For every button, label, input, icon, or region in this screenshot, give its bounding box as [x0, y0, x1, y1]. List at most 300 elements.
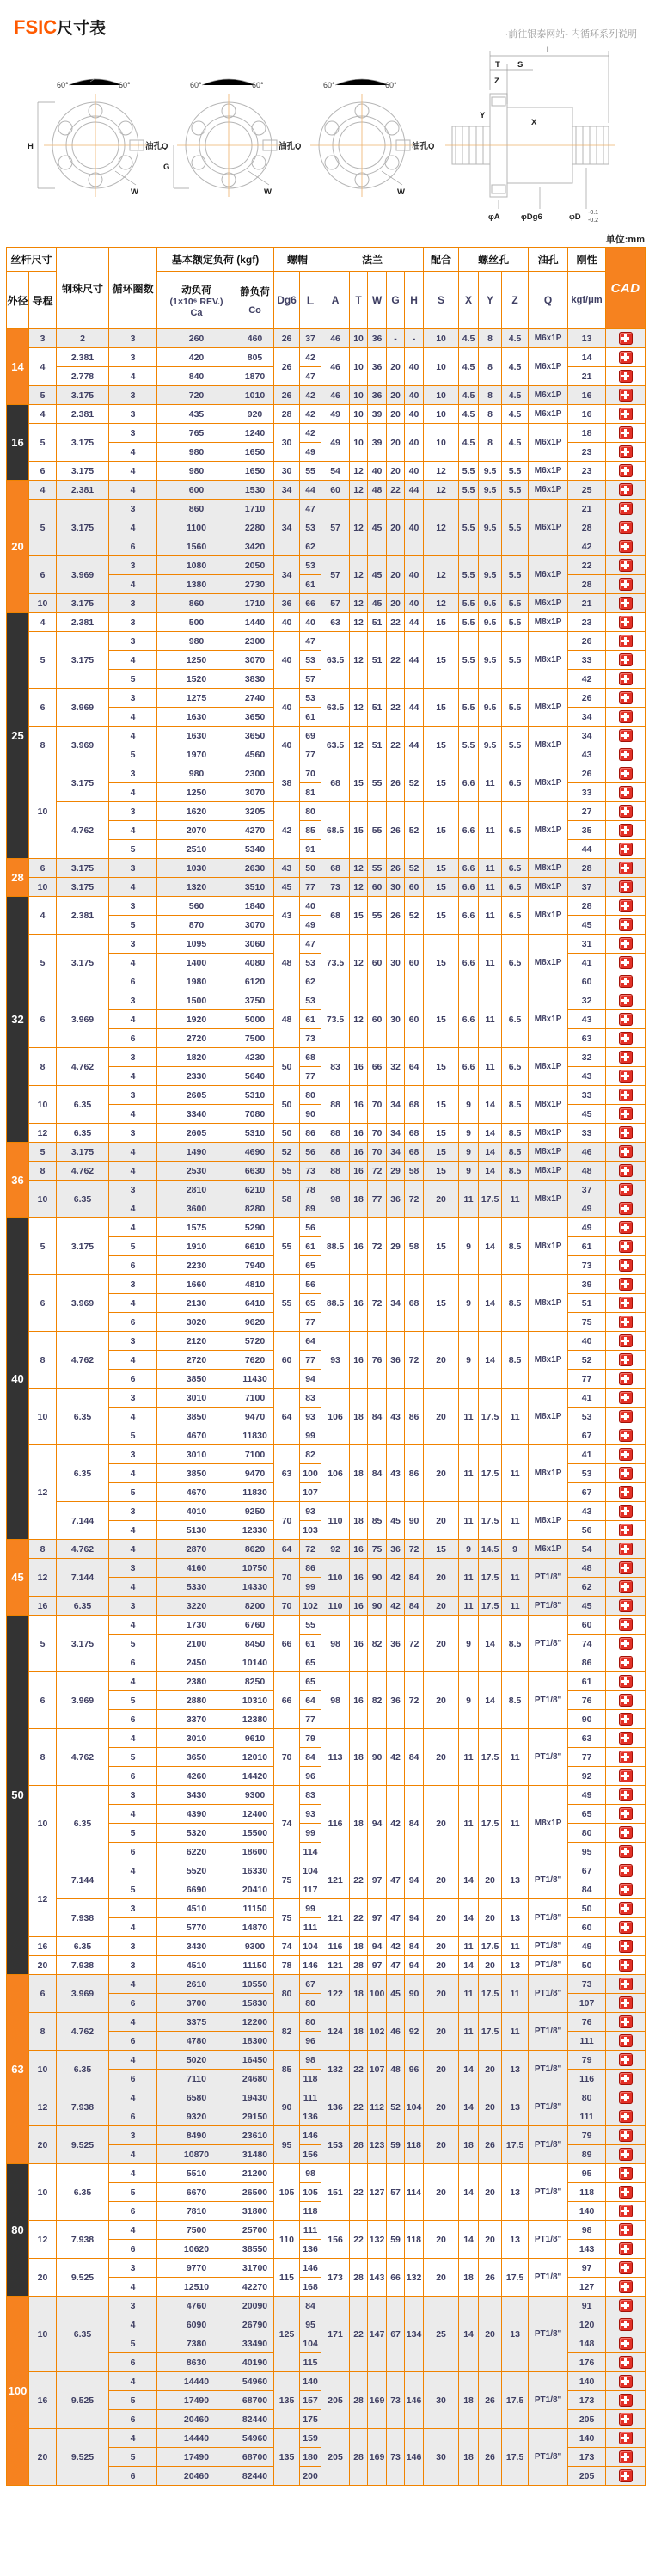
- cell-W: 82: [368, 1672, 387, 1729]
- cell-dynamic-load: 2450: [157, 1653, 236, 1672]
- cad-download-icon[interactable]: [619, 1297, 633, 1309]
- cell-L: 77: [300, 1067, 321, 1086]
- cad-download-icon[interactable]: [619, 2261, 633, 2274]
- cell-circuits: 3: [109, 613, 157, 632]
- cell-ball-size: 3.969: [57, 1672, 109, 1729]
- cad-download-icon[interactable]: [619, 937, 633, 950]
- cell-circuits: 5: [109, 1426, 157, 1445]
- cad-download-icon[interactable]: [619, 1240, 633, 1253]
- cad-download-icon[interactable]: [619, 2186, 633, 2199]
- cad-download-icon[interactable]: [619, 710, 633, 723]
- cell-dynamic-load: 2130: [157, 1294, 236, 1313]
- cell-rigidity: 205: [568, 2410, 606, 2429]
- cad-download-icon[interactable]: [619, 1391, 633, 1404]
- cell-static-load: 10550: [236, 1975, 274, 1994]
- cad-download-icon[interactable]: [619, 1788, 633, 1801]
- cell-rigidity: 77: [568, 1370, 606, 1389]
- cell-rigidity: 62: [568, 1578, 606, 1597]
- cad-download-icon[interactable]: [619, 1921, 633, 1934]
- cad-download-icon[interactable]: [619, 1675, 633, 1688]
- cad-download-icon[interactable]: [619, 1089, 633, 1101]
- cell-X: 11: [459, 1729, 479, 1786]
- cell-Q: M8x1P: [529, 1124, 568, 1143]
- cad-download-icon[interactable]: [619, 1826, 633, 1839]
- cell-dynamic-load: 980: [157, 462, 236, 481]
- cell-H: 60: [405, 935, 424, 991]
- cell-circuits: 6: [109, 1843, 157, 1861]
- cad-download-icon[interactable]: [619, 1694, 633, 1707]
- cad-download-icon[interactable]: [619, 1637, 633, 1650]
- cad-download-icon[interactable]: [619, 464, 633, 477]
- cad-download-icon[interactable]: [619, 1278, 633, 1291]
- cell-dynamic-load: 1400: [157, 954, 236, 972]
- cell-X: 6.6: [459, 802, 479, 859]
- cell-H: 114: [405, 2164, 424, 2221]
- cell-rigidity: 49: [568, 1786, 606, 1805]
- cell-static-load: 4690: [236, 1143, 274, 1162]
- cell-static-load: 11150: [236, 1899, 274, 1918]
- cell-W: 147: [368, 2297, 387, 2372]
- cell-G: 22: [387, 481, 405, 500]
- cell-A: 98: [321, 1181, 350, 1218]
- cad-download-icon[interactable]: [619, 1448, 633, 1461]
- cell-static-load: 42270: [236, 2278, 274, 2297]
- cell-H: 58: [405, 1162, 424, 1181]
- cell-circuits: 6: [109, 1710, 157, 1729]
- cell-rigidity: 33: [568, 1124, 606, 1143]
- cad-download-icon[interactable]: [619, 1959, 633, 1972]
- cell-L: 146: [300, 2126, 321, 2145]
- cell-lead: 8: [29, 1048, 57, 1086]
- cad-download-icon[interactable]: [619, 1467, 633, 1480]
- cell-X: 5.5: [459, 481, 479, 500]
- cell-L: 111: [300, 2088, 321, 2107]
- cad-download-icon[interactable]: [619, 786, 633, 799]
- cell-H: 72: [405, 1672, 424, 1729]
- cad-download-icon[interactable]: [619, 370, 633, 383]
- cad-download-icon[interactable]: [619, 1070, 633, 1083]
- cell-rigidity: 23: [568, 443, 606, 462]
- cad-download-icon[interactable]: [619, 2223, 633, 2236]
- cell-dynamic-load: 3600: [157, 1199, 236, 1218]
- cad-download-icon[interactable]: [619, 2110, 633, 2123]
- cad-download-icon[interactable]: [619, 635, 633, 647]
- cell-static-load: 23610: [236, 2126, 274, 2145]
- cad-download-icon[interactable]: [619, 2375, 633, 2388]
- cad-download-icon[interactable]: [619, 1486, 633, 1499]
- cad-download-icon[interactable]: [619, 918, 633, 931]
- cell-static-load: 5310: [236, 1086, 274, 1105]
- cell-static-load: 8200: [236, 1597, 274, 1616]
- cell-circuits: 4: [109, 1540, 157, 1559]
- cell-circuits: 6: [109, 1994, 157, 2013]
- cad-download-icon[interactable]: [619, 2242, 633, 2255]
- cell-dynamic-load: 720: [157, 386, 236, 405]
- cell-W: 66: [368, 1048, 387, 1086]
- cell-rigidity: 28: [568, 518, 606, 537]
- cad-download-icon[interactable]: [619, 389, 633, 402]
- cell-L: 40: [300, 897, 321, 916]
- cell-circuits: 6: [109, 537, 157, 556]
- cad-download-icon[interactable]: [619, 994, 633, 1007]
- cell-outer-diameter: 100: [7, 2297, 29, 2486]
- cad-download-icon[interactable]: [619, 1732, 633, 1745]
- cell-dg6: 43: [274, 859, 300, 878]
- cad-download-icon[interactable]: [619, 2450, 633, 2463]
- cad-download-icon[interactable]: [619, 1883, 633, 1896]
- cell-L: 77: [300, 1351, 321, 1370]
- cad-download-icon[interactable]: [619, 616, 633, 629]
- cad-download-icon[interactable]: [619, 559, 633, 572]
- cell-static-load: 3070: [236, 916, 274, 935]
- cad-download-icon[interactable]: [619, 2015, 633, 2028]
- cad-download-icon[interactable]: [619, 1656, 633, 1669]
- cell-L: 42: [300, 405, 321, 424]
- cell-L: 50: [300, 859, 321, 878]
- cell-Q: PT1/8": [529, 2088, 568, 2126]
- cell-W: 97: [368, 1861, 387, 1899]
- cad-download-icon[interactable]: [619, 426, 633, 439]
- cad-download-icon[interactable]: [619, 2432, 633, 2444]
- cell-circuits: 4: [109, 1918, 157, 1937]
- cell-rigidity: 13: [568, 329, 606, 348]
- cell-circuits: 4: [109, 1199, 157, 1218]
- cad-download-icon[interactable]: [619, 2413, 633, 2426]
- cad-download-icon[interactable]: [619, 1769, 633, 1782]
- cell-W: 36: [368, 386, 387, 405]
- cell-A: 205: [321, 2372, 350, 2429]
- cell-H: 94: [405, 1861, 424, 1899]
- cad-download-icon[interactable]: [619, 2072, 633, 2085]
- cad-download-icon[interactable]: [619, 1164, 633, 1177]
- cell-Q: M6x1P: [529, 386, 568, 405]
- header-rigidity-unit: kgf/μm: [568, 272, 606, 329]
- cad-download-icon[interactable]: [619, 880, 633, 893]
- cad-download-icon[interactable]: [619, 975, 633, 988]
- cell-cad: [606, 2032, 646, 2051]
- cell-G: -: [387, 329, 405, 348]
- cad-download-icon[interactable]: [619, 2091, 633, 2104]
- cell-ball-size: 7.938: [57, 2221, 109, 2259]
- cell-X: 11: [459, 1389, 479, 1445]
- cell-circuits: 4: [109, 1729, 157, 1748]
- svg-text:-0.1: -0.1: [588, 210, 599, 216]
- cad-download-icon[interactable]: [619, 956, 633, 969]
- cad-download-icon[interactable]: [619, 1372, 633, 1385]
- cell-L: 118: [300, 2070, 321, 2088]
- cell-G: 22: [387, 613, 405, 632]
- cad-download-icon[interactable]: [619, 2167, 633, 2180]
- cad-download-icon[interactable]: [619, 1145, 633, 1158]
- cad-download-icon[interactable]: [619, 1940, 633, 1953]
- cell-Z: 6.5: [502, 935, 529, 991]
- cell-Y: 9.5: [479, 727, 502, 764]
- cad-download-icon[interactable]: [619, 2205, 633, 2217]
- cell-L: 159: [300, 2429, 321, 2448]
- cell-static-load: 54960: [236, 2372, 274, 2391]
- cell-cad: [606, 1464, 646, 1483]
- cell-outer-diameter: 36: [7, 1143, 29, 1218]
- cell-Z: 13: [502, 1899, 529, 1937]
- cell-H: 40: [405, 556, 424, 594]
- cell-W: 90: [368, 1597, 387, 1616]
- table-row: [7, 1786, 646, 1805]
- cad-download-icon[interactable]: [619, 899, 633, 912]
- cell-W: 84: [368, 1445, 387, 1502]
- cell-circuits: 3: [109, 1937, 157, 1956]
- cell-dynamic-load: 3850: [157, 1370, 236, 1389]
- cell-cad: [606, 2221, 646, 2240]
- cell-Q: M8x1P: [529, 1181, 568, 1218]
- cell-A: 88: [321, 1162, 350, 1181]
- cad-download-icon[interactable]: [619, 1543, 633, 1555]
- cell-Y: 11: [479, 764, 502, 802]
- cell-cad: [606, 1521, 646, 1540]
- cad-download-icon[interactable]: [619, 2280, 633, 2293]
- cad-download-icon[interactable]: [619, 2148, 633, 2161]
- cad-download-icon[interactable]: [619, 2356, 633, 2369]
- cell-T: 12: [350, 632, 368, 689]
- cell-ball-size: 4.762: [57, 802, 109, 859]
- cell-X: 11: [459, 1181, 479, 1218]
- cad-download-icon[interactable]: [619, 1996, 633, 2009]
- cad-download-icon[interactable]: [619, 767, 633, 780]
- cell-X: 11: [459, 1597, 479, 1616]
- cell-A: 63.5: [321, 727, 350, 764]
- cell-circuits: 5: [109, 1483, 157, 1502]
- series-info-link[interactable]: ·前往银泰网站- 内循环系列说明: [505, 29, 637, 40]
- cad-download-icon[interactable]: [619, 1051, 633, 1064]
- cell-dynamic-load: 260: [157, 329, 236, 348]
- cad-download-icon[interactable]: [619, 2394, 633, 2407]
- cell-T: 28: [350, 1956, 368, 1975]
- cell-W: 40: [368, 462, 387, 481]
- cell-ball-size: 4.762: [57, 2013, 109, 2051]
- cell-H: 146: [405, 2372, 424, 2429]
- cell-lead: 5: [29, 1616, 57, 1672]
- cell-W: 102: [368, 2013, 387, 2051]
- cell-T: 10: [350, 386, 368, 405]
- cell-cad: [606, 2372, 646, 2391]
- header-T: T: [350, 272, 368, 329]
- cad-download-icon[interactable]: [619, 2053, 633, 2066]
- cad-download-icon[interactable]: [619, 1126, 633, 1139]
- cell-dynamic-load: 435: [157, 405, 236, 424]
- cad-download-icon[interactable]: [619, 408, 633, 420]
- cell-static-load: 3650: [236, 708, 274, 727]
- table-row: [7, 2126, 646, 2145]
- cad-download-icon[interactable]: [619, 1107, 633, 1120]
- cad-download-icon[interactable]: [619, 1524, 633, 1536]
- cell-L: 62: [300, 972, 321, 991]
- cad-download-icon[interactable]: [619, 1751, 633, 1763]
- cad-download-icon[interactable]: [619, 1221, 633, 1234]
- cell-Q: M6x1P: [529, 481, 568, 500]
- cad-download-icon[interactable]: [619, 1713, 633, 1726]
- cad-download-icon[interactable]: [619, 351, 633, 364]
- cad-download-icon[interactable]: [619, 1429, 633, 1442]
- cell-dg6: 52: [274, 1143, 300, 1162]
- cad-download-icon[interactable]: [619, 540, 633, 553]
- cell-lead: 10: [29, 594, 57, 613]
- cell-T: 22: [350, 1861, 368, 1899]
- cell-ball-size: 3.175: [57, 462, 109, 481]
- cad-download-icon[interactable]: [619, 1334, 633, 1347]
- cell-dynamic-load: 5020: [157, 2051, 236, 2070]
- cad-download-icon[interactable]: [619, 805, 633, 818]
- cell-G: 42: [387, 1729, 405, 1786]
- cad-download-icon[interactable]: [619, 502, 633, 515]
- cad-download-icon[interactable]: [619, 1505, 633, 1518]
- cell-circuits: 6: [109, 2467, 157, 2486]
- cad-download-icon[interactable]: [619, 1561, 633, 1574]
- cad-download-icon[interactable]: [619, 1978, 633, 1990]
- cell-L: 53: [300, 651, 321, 670]
- cell-Z: 11: [502, 1786, 529, 1861]
- cell-ball-size: 3.175: [57, 632, 109, 689]
- cell-W: 55: [368, 897, 387, 935]
- cell-dynamic-load: 1575: [157, 1218, 236, 1237]
- cad-download-icon[interactable]: [619, 824, 633, 837]
- cad-download-icon[interactable]: [619, 1845, 633, 1858]
- cad-download-icon[interactable]: [619, 1183, 633, 1196]
- header-X: X: [459, 272, 479, 329]
- cell-circuits: 3: [109, 1048, 157, 1067]
- cell-G: 42: [387, 1937, 405, 1956]
- cell-Z: 11: [502, 1389, 529, 1445]
- cad-download-icon[interactable]: [619, 672, 633, 685]
- cell-rigidity: 61: [568, 1672, 606, 1691]
- cell-dg6: 34: [274, 556, 300, 594]
- cad-download-icon[interactable]: [619, 729, 633, 742]
- cell-H: 84: [405, 1937, 424, 1956]
- cad-download-icon[interactable]: [619, 2034, 633, 2047]
- cad-download-icon[interactable]: [619, 1032, 633, 1045]
- cell-lead: 8: [29, 1540, 57, 1559]
- table-row: [7, 935, 646, 954]
- cell-dynamic-load: 5770: [157, 1918, 236, 1937]
- cad-download-icon[interactable]: [619, 483, 633, 496]
- cell-cad: [606, 2240, 646, 2259]
- cad-download-icon[interactable]: [619, 1410, 633, 1423]
- cad-download-icon[interactable]: [619, 1618, 633, 1631]
- cell-lead: 5: [29, 386, 57, 405]
- cell-dynamic-load: 4670: [157, 1426, 236, 1445]
- cell-Q: M6x1P: [529, 424, 568, 462]
- cad-download-icon[interactable]: [619, 445, 633, 458]
- cad-download-icon[interactable]: [619, 1259, 633, 1272]
- cell-Y: 11: [479, 1048, 502, 1086]
- cell-circuits: 3: [109, 1597, 157, 1616]
- cad-download-icon[interactable]: [619, 2318, 633, 2331]
- cell-outer-diameter: 25: [7, 613, 29, 859]
- cell-cad: [606, 481, 646, 500]
- cad-download-icon[interactable]: [619, 748, 633, 761]
- cad-download-icon[interactable]: [619, 1902, 633, 1915]
- cad-download-icon[interactable]: [619, 1864, 633, 1877]
- cad-download-icon[interactable]: [619, 2337, 633, 2350]
- cell-rigidity: 173: [568, 2391, 606, 2410]
- cell-dynamic-load: 3220: [157, 1597, 236, 1616]
- cell-rigidity: 33: [568, 1086, 606, 1105]
- cell-T: 22: [350, 2297, 368, 2372]
- cell-ball-size: 3.969: [57, 727, 109, 764]
- cell-Y: 17.5: [479, 1729, 502, 1786]
- cell-G: 32: [387, 1048, 405, 1086]
- cad-download-icon[interactable]: [619, 521, 633, 534]
- cell-X: 9: [459, 1086, 479, 1124]
- cell-static-load: 68700: [236, 2448, 274, 2467]
- cell-circuits: 4: [109, 708, 157, 727]
- cell-ball-size: 2.381: [57, 613, 109, 632]
- cad-download-icon[interactable]: [619, 1013, 633, 1026]
- cell-G: 36: [387, 1181, 405, 1218]
- cell-G: 34: [387, 1143, 405, 1162]
- cad-download-icon[interactable]: [619, 862, 633, 874]
- cell-X: 9: [459, 1162, 479, 1181]
- cell-W: 72: [368, 1218, 387, 1275]
- table-row: [7, 1729, 646, 1748]
- cell-ball-size: 6.35: [57, 1086, 109, 1124]
- cell-G: 20: [387, 405, 405, 424]
- cell-circuits: 3: [109, 1124, 157, 1143]
- cell-cad: [606, 1351, 646, 1370]
- cell-lead: 12: [29, 1124, 57, 1143]
- cell-cad: [606, 1861, 646, 1880]
- cad-download-icon[interactable]: [619, 578, 633, 591]
- cad-download-icon[interactable]: [619, 1599, 633, 1612]
- cell-dynamic-load: 3850: [157, 1408, 236, 1426]
- cell-static-load: 11150: [236, 1956, 274, 1975]
- cell-A: 68: [321, 897, 350, 935]
- cad-download-icon[interactable]: [619, 653, 633, 666]
- cell-dynamic-load: 8490: [157, 2126, 236, 2145]
- cell-A: 63: [321, 613, 350, 632]
- cell-static-load: 2740: [236, 689, 274, 708]
- cad-download-icon[interactable]: [619, 1580, 633, 1593]
- cad-download-icon[interactable]: [619, 1807, 633, 1820]
- cell-W: 107: [368, 2051, 387, 2088]
- cell-circuits: 4: [109, 651, 157, 670]
- cell-Q: PT1/8": [529, 2221, 568, 2259]
- cell-H: -: [405, 329, 424, 348]
- cell-circuits: 4: [109, 783, 157, 802]
- cad-download-icon[interactable]: [619, 843, 633, 856]
- cell-rigidity: 143: [568, 2240, 606, 2259]
- cell-static-load: 14420: [236, 1767, 274, 1786]
- cell-static-load: 8280: [236, 1199, 274, 1218]
- cad-download-icon[interactable]: [619, 2129, 633, 2142]
- cell-Q: M6x1P: [529, 405, 568, 424]
- cell-static-load: 16330: [236, 1861, 274, 1880]
- cell-circuits: 4: [109, 575, 157, 594]
- cad-download-icon[interactable]: [619, 691, 633, 704]
- cell-cad: [606, 1616, 646, 1635]
- cell-A: 171: [321, 2297, 350, 2372]
- cell-circuits: 4: [109, 2051, 157, 2070]
- cad-download-icon[interactable]: [619, 1316, 633, 1328]
- cad-download-icon[interactable]: [619, 597, 633, 610]
- cad-download-icon[interactable]: [619, 1202, 633, 1215]
- cad-download-icon[interactable]: [619, 1353, 633, 1366]
- cad-download-icon[interactable]: [619, 2299, 633, 2312]
- cad-download-icon[interactable]: [619, 332, 633, 345]
- cad-download-icon[interactable]: [619, 2469, 633, 2482]
- cell-static-load: 3830: [236, 670, 274, 689]
- cell-dynamic-load: 6670: [157, 2183, 236, 2202]
- cell-H: 84: [405, 1559, 424, 1597]
- cell-H: 72: [405, 1181, 424, 1218]
